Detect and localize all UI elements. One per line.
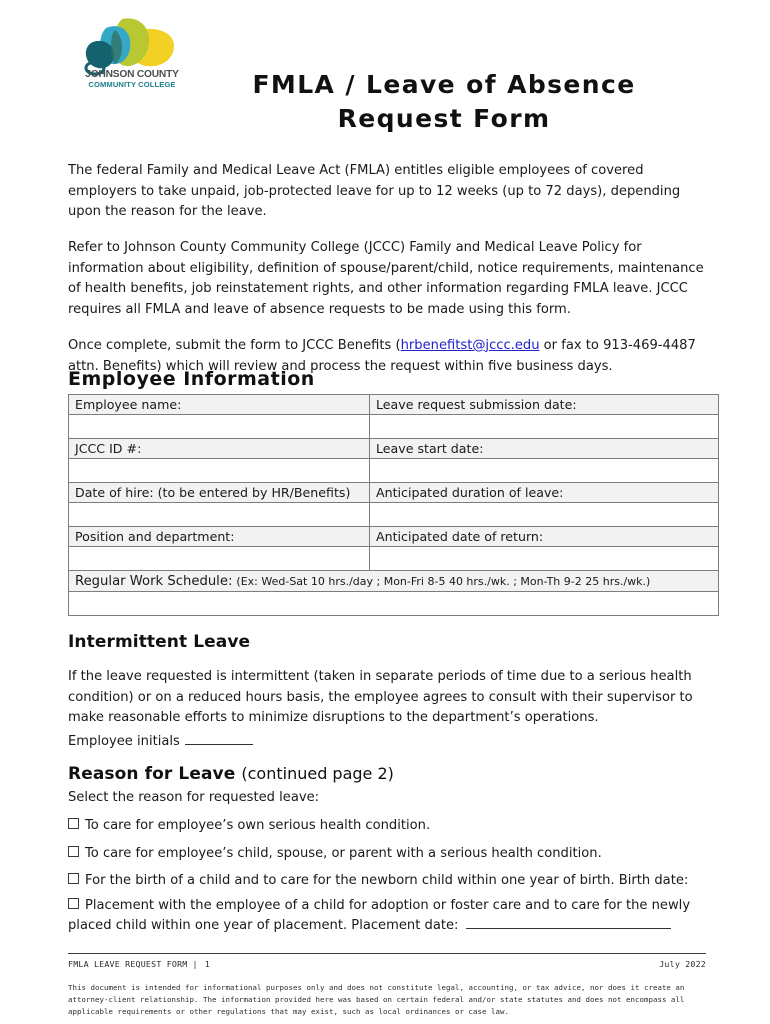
jccc-logo — [76, 16, 188, 104]
reason-for-leave-heading — [68, 764, 394, 784]
table-row — [69, 459, 719, 483]
reason-option-label: Placement with the employee of a child for adoption or foster care and to care for the newly placed child within one year of placement. Placement date: — [68, 898, 691, 934]
employee-initials-blank[interactable] — [185, 733, 253, 745]
cell-label-anticipated-return: Anticipated date of return: — [370, 527, 719, 547]
submit-text-before: Once complete, submit the form to JCCC Benefits ( — [68, 337, 401, 353]
cell-label-submission-date: Leave request submission date: — [370, 395, 719, 415]
intro-paragraph-1: The federal Family and Medical Leave Act (FMLA) entitles eligible employees of covered employers to take unpaid, job-protected leave for up to 12 weeks (up to 72 days), depending upon the reason for the leave. — [68, 163, 681, 220]
checkbox-icon[interactable] — [68, 846, 79, 857]
intro-paragraphs — [68, 161, 708, 377]
cell-input-date-of-hire[interactable] — [69, 503, 370, 527]
cell-input-anticipated-return[interactable] — [370, 547, 719, 571]
footer-form-name: FMLA LEAVE REQUEST FORM — [68, 959, 188, 969]
footer-left-group — [68, 959, 210, 969]
reason-option-family-health[interactable] — [68, 844, 708, 864]
benefits-email-link[interactable]: hrbenefitst@jccc.edu — [400, 337, 540, 353]
table-row — [69, 439, 719, 459]
document-header — [68, 12, 708, 134]
intermittent-leave-paragraph: If the leave requested is intermittent (taken in separate periods of time due to a serious health condition) or on a reduced hours basis, the employee agrees to consult with their supervisor to make reasonable efforts to minimize disruptions to the department’s operations. — [68, 669, 693, 726]
reason-option-label: To care for employee’s own serious health condition. — [85, 818, 431, 833]
page-title — [180, 68, 708, 136]
cell-label-jccc-id: JCCC ID #: — [69, 439, 370, 459]
reason-option-placement[interactable] — [68, 896, 708, 937]
table-row — [69, 415, 719, 439]
reason-for-leave-heading-note: (continued page 2) — [241, 764, 394, 783]
employee-information-heading: Employee Information — [68, 368, 315, 390]
cell-label-anticipated-duration: Anticipated duration of leave: — [370, 483, 719, 503]
footer-disclaimer: This document is intended for informational purposes only and does not constitute legal, accounting, or tax advice, nor does it create an attorney-client relationship. The information provided here was based on certain federal and/or state statutes and does not encompass all applicable requirements or other regulations that may exist, such as local ordinances or case law. — [68, 983, 685, 1016]
table-row — [69, 483, 719, 503]
reason-option-label: For the birth of a child and to care for the newborn child within one year of birth. Birth date: — [85, 873, 689, 888]
reason-option-label: To care for employee’s child, spouse, or parent with a serious health condition. — [85, 846, 602, 861]
checkbox-icon[interactable] — [68, 818, 79, 829]
cell-input-work-schedule[interactable] — [69, 592, 719, 616]
cell-input-leave-start-date[interactable] — [370, 459, 719, 483]
cell-input-jccc-id[interactable] — [69, 459, 370, 483]
placement-date-blank[interactable] — [466, 917, 671, 929]
footer-page-number: 1 — [204, 959, 210, 969]
intermittent-leave-heading: Intermittent Leave — [68, 632, 251, 652]
cell-label-work-schedule — [69, 571, 719, 592]
cell-label-employee-name: Employee name: — [69, 395, 370, 415]
page-title-line1: FMLA / Leave of Absence — [252, 70, 636, 99]
cell-input-anticipated-duration[interactable] — [370, 503, 719, 527]
reason-option-birth[interactable] — [68, 871, 708, 891]
logo-wordmark-line2: COMMUNITY COLLEGE — [88, 80, 176, 90]
checkbox-icon[interactable] — [68, 898, 79, 909]
table-row — [69, 547, 719, 571]
page-title-line2: Request Form — [337, 104, 551, 133]
employee-initials-label: Employee initials — [68, 734, 180, 749]
cell-input-position-department[interactable] — [69, 547, 370, 571]
intro-paragraph-2: Refer to Johnson County Community College (JCCC) Family and Medical Leave Policy for information about eligibility, definition of spouse/parent/child, notice requirements, maintenance of health benefits, job reinstatement rights, and other information regarding FMLA leave. JCCC requires all FMLA and leave of absence requests to be made using this form. — [68, 240, 704, 318]
submit-text-after: or fax to 913-469-4487 attn. Benefits) which will review and process the request within five business days. — [68, 337, 696, 374]
cell-label-position-department: Position and department: — [69, 527, 370, 547]
table-row — [69, 395, 719, 415]
table-row — [69, 503, 719, 527]
cell-label-date-of-hire: Date of hire: (to be entered by HR/Benefits) — [69, 483, 370, 503]
table-row — [69, 571, 719, 592]
footer-separator: | — [192, 959, 198, 969]
table-row — [69, 592, 719, 616]
employee-information-table — [68, 394, 719, 616]
cell-input-submission-date[interactable] — [370, 415, 719, 439]
logo-wordmark — [76, 70, 188, 89]
checkbox-icon[interactable] — [68, 873, 79, 884]
reason-option-own-health[interactable] — [68, 816, 708, 836]
reason-for-leave-heading-bold: Reason for Leave — [68, 764, 236, 784]
work-schedule-label: Regular Work Schedule: — [75, 574, 233, 589]
cell-input-employee-name[interactable] — [69, 415, 370, 439]
cell-label-leave-start-date: Leave start date: — [370, 439, 719, 459]
logo-wordmark-line1: JOHNSON COUNTY — [85, 69, 179, 80]
footer — [68, 959, 706, 973]
employee-initials-field[interactable] — [68, 733, 253, 749]
table-row — [69, 527, 719, 547]
reason-instruction: Select the reason for requested leave: — [68, 790, 320, 805]
work-schedule-example: (Ex: Wed-Sat 10 hrs./day ; Mon-Fri 8-5 40 hrs./wk. ; Mon-Th 9-2 25 hrs./wk.) — [236, 575, 651, 588]
footer-divider — [68, 953, 706, 954]
footer-date: July 2022 — [659, 959, 706, 969]
